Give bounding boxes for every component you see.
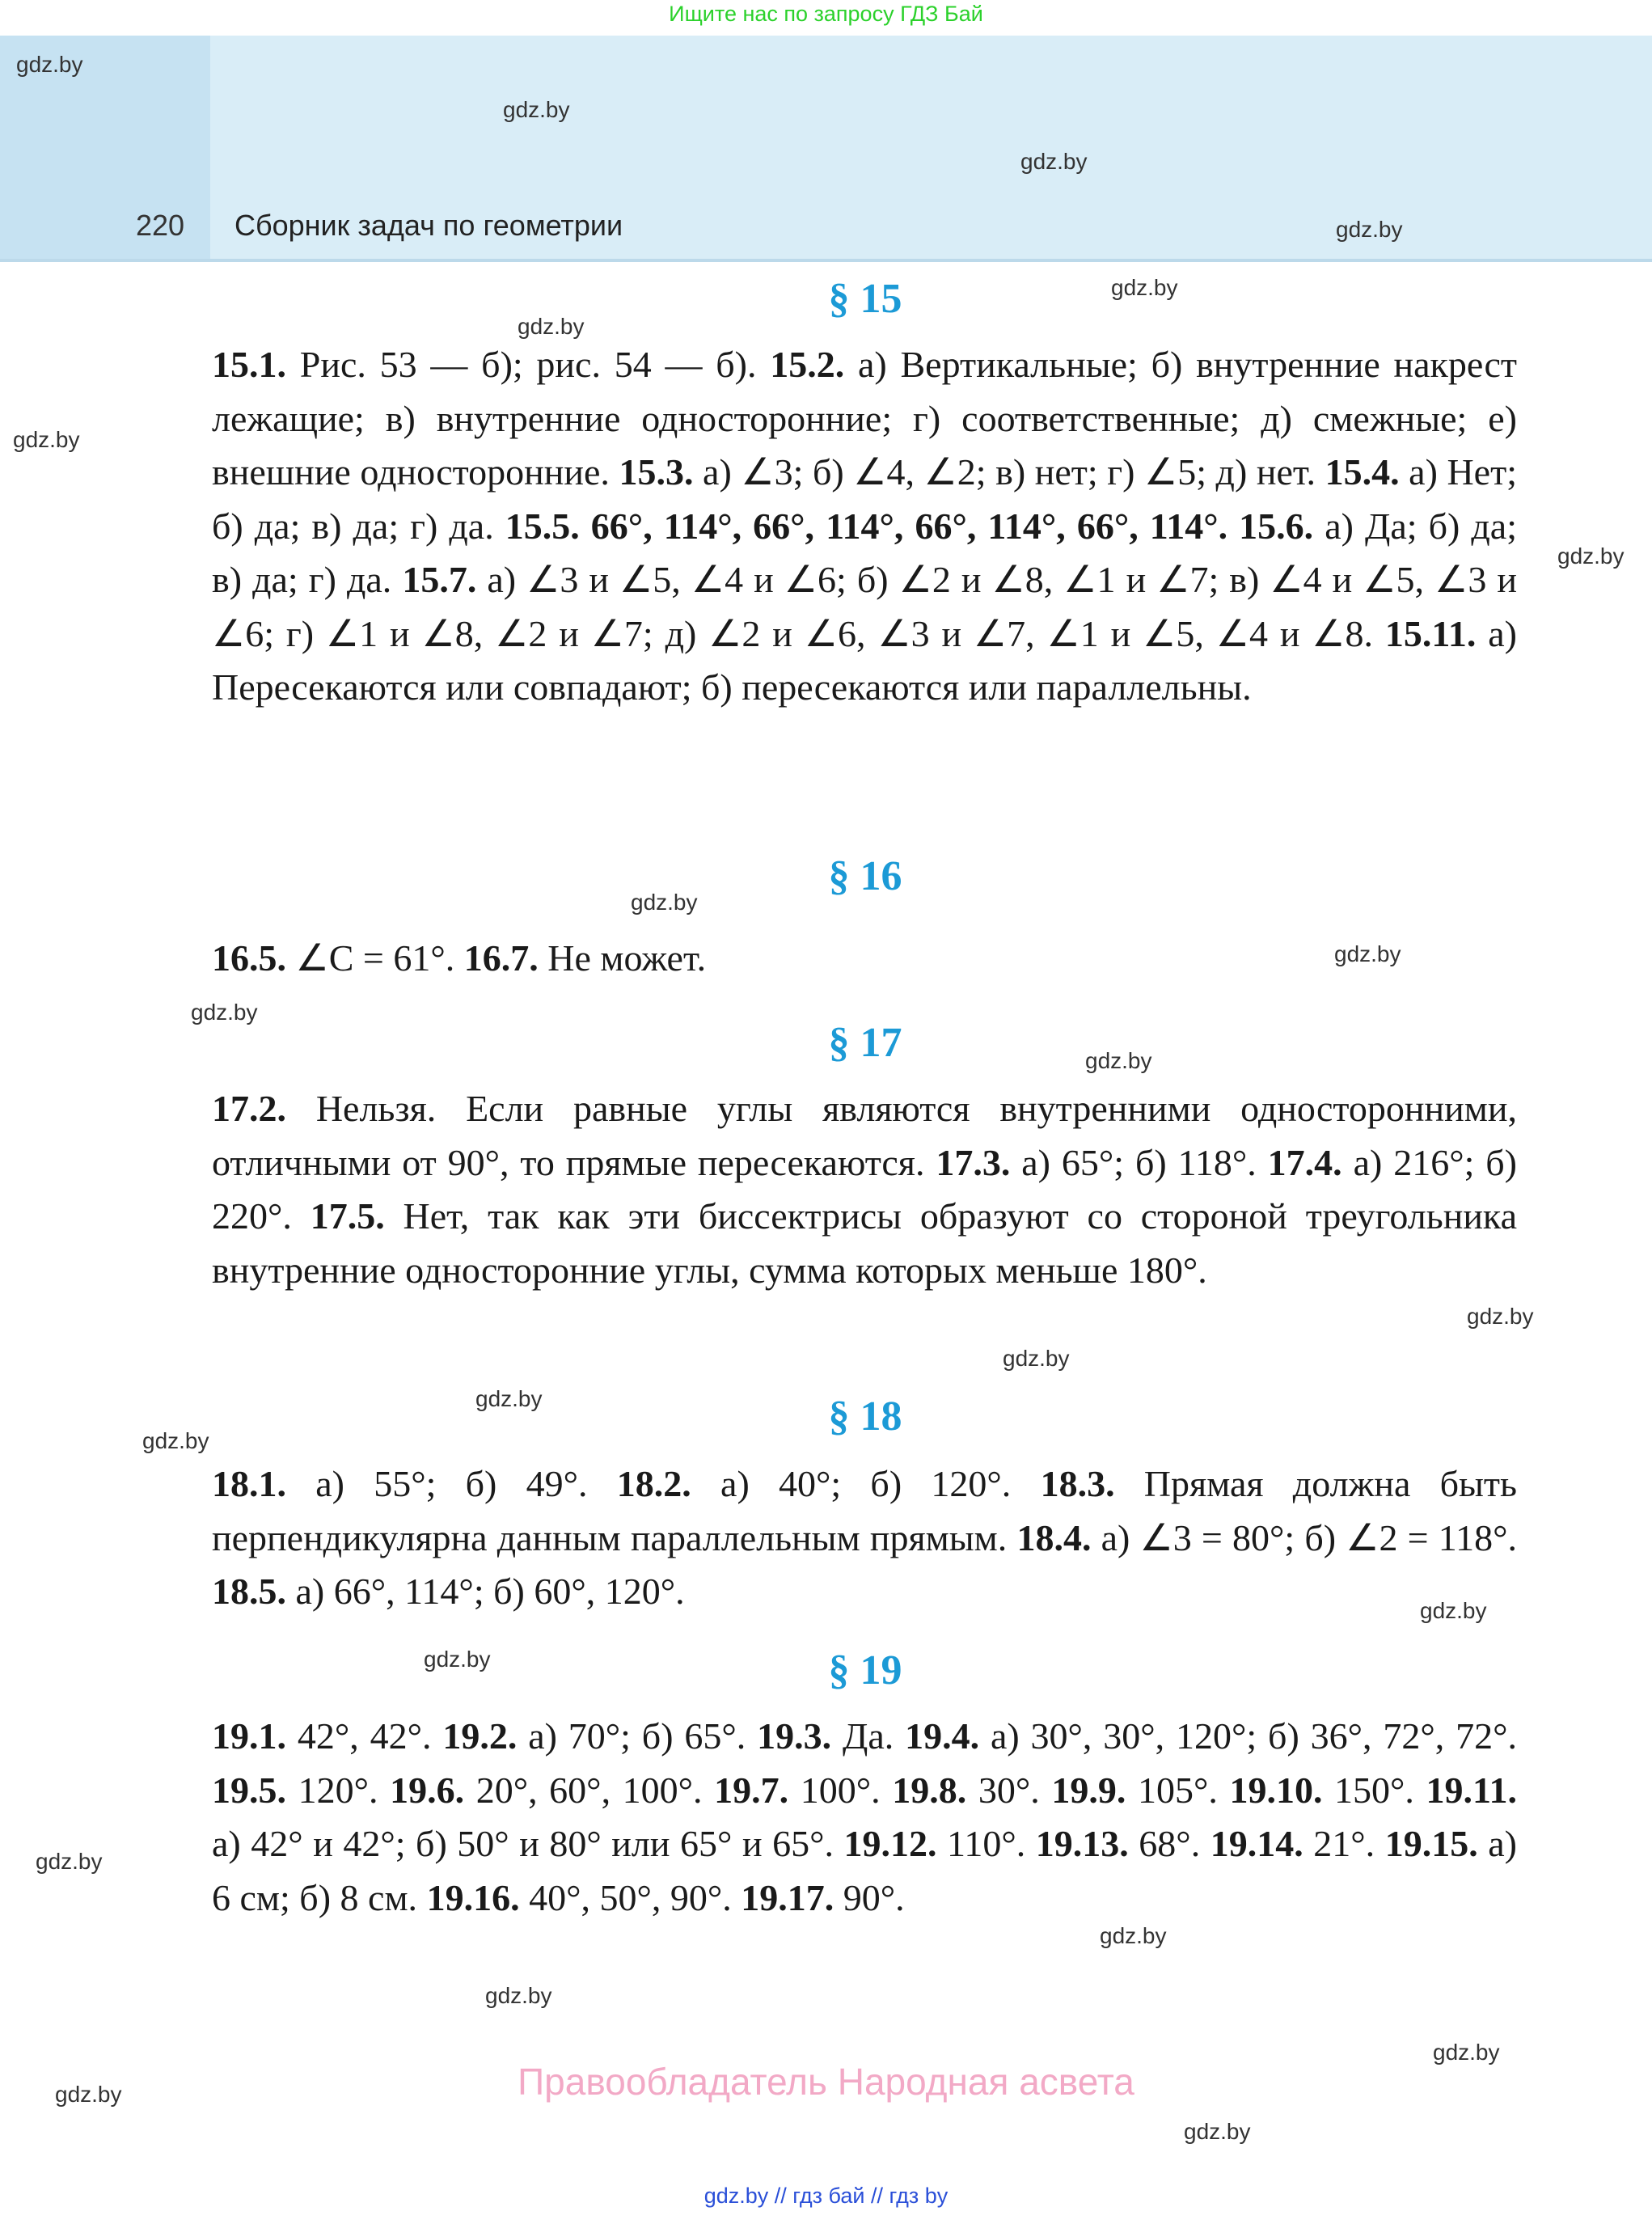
exercise-number: 15.7.: [402, 559, 477, 600]
running-title: Сборник задач по геометрии: [234, 209, 623, 242]
watermark: gdz.by: [55, 2082, 122, 2107]
exercise-number: 19.9.: [1051, 1769, 1126, 1811]
section-heading: § 17: [828, 1020, 902, 1066]
section-heading: § 19: [828, 1647, 902, 1693]
answers-paragraph: 15.1. Рис. 53 — б); рис. 54 — б). 15.2. а) Вертикальные; б) внутренние накрест лежащие; в) внутренние односторонние; г) соответственные; д) смежные; е) внешние односторонние. 15.3. а) ∠3; б) ∠4, ∠2; в) нет; г) ∠5; д) нет. 15.4. а) Нет; б) да; в) да; г) да. 15.5. 66°, 114°, 66°, 114°, 66°, 114°, 66°, 114°. 15.6. а) Да; б) да; в) да; г) да. 15.7. а) ∠3 и ∠5, ∠4 и ∠6; б) ∠2 и ∠8, ∠1 и ∠7; в) ∠4 и ∠5, ∠3 и ∠6; г) ∠1 и ∠8, ∠2 и ∠7; д) ∠2 и ∠6, ∠3 и ∠7, ∠1 и ∠5, ∠4 и ∠8. 15.11. а) Пересекаются или совпадают; б) пересекаются или параллельны.: [212, 344, 1517, 708]
exercise-number: 18.2.: [616, 1463, 691, 1504]
exercise-number: 19.13.: [1035, 1823, 1129, 1864]
watermark: gdz.by: [1184, 2119, 1251, 2144]
exercise-number: 19.2.: [442, 1715, 518, 1757]
copyright-owner: Правообладатель Народная асвета: [518, 2061, 1134, 2103]
exercise-number: 19.4.: [905, 1715, 980, 1757]
top-search-note: Ищите нас по запросу ГДЗ Бай: [669, 2, 983, 26]
exercise-number: 19.10.: [1229, 1769, 1323, 1811]
exercise-number: 18.1.: [212, 1463, 286, 1504]
watermark: gdz.by: [142, 1428, 209, 1453]
watermark: gdz.by: [1111, 275, 1178, 300]
exercise-number: 19.1.: [212, 1715, 286, 1757]
answers-paragraph: 16.5. ∠C = 61°. 16.7. Не может.: [212, 937, 707, 979]
watermark: gdz.by: [1020, 149, 1088, 174]
watermark: gdz.by: [485, 1983, 552, 2008]
exercise-number: 19.12.: [843, 1823, 937, 1864]
watermark: gdz.by: [1336, 217, 1403, 242]
exercise-number: 19.3.: [757, 1715, 832, 1757]
watermark: gdz.by: [36, 1849, 103, 1874]
exercise-number: 15.3.: [619, 451, 694, 493]
exercise-number: 15.4.: [1325, 451, 1400, 493]
exercise-number: 19.17.: [741, 1876, 834, 1918]
exercise-number: 18.3.: [1040, 1463, 1115, 1504]
exercise-number: 15.1.: [212, 344, 286, 385]
exercise-number: 19.6.: [390, 1769, 465, 1811]
exercise-number: 19.14.: [1210, 1823, 1303, 1864]
watermark: gdz.by: [1100, 1923, 1167, 1948]
answers-paragraph: 19.1. 42°, 42°. 19.2. а) 70°; б) 65°. 19.3. Да. 19.4. а) 30°, 30°, 120°; б) 36°, 72°, 72°. 19.5. 120°. 19.6. 20°, 60°, 100°. 19.7. 100°. 19.8. 30°. 19.9. 105°. 19.10. 150°. 19.11. а) 42° и 42°; б) 50° и 80° или 65° и 65°. 19.12. 110°. 19.13. 68°. 19.14. 21°. 19.15. а) 6 см; б) 8 см. 19.16. 40°, 50°, 90°. 19.17. 90°.: [212, 1715, 1517, 1918]
watermark: gdz.by: [1334, 941, 1401, 966]
exercise-number: 17.5.: [310, 1195, 385, 1237]
exercise-number: 19.7.: [714, 1769, 789, 1811]
watermark: gdz.by: [475, 1386, 543, 1411]
watermark: gdz.by: [1467, 1304, 1534, 1329]
exercise-number: 19.11.: [1426, 1769, 1517, 1811]
exercise-number: 18.4.: [1016, 1516, 1092, 1558]
exercise-number: 19.16.: [426, 1876, 520, 1918]
watermark: gdz.by: [1420, 1598, 1487, 1623]
watermark: gdz.by: [1433, 2040, 1500, 2065]
watermark: gdz.by: [1557, 543, 1625, 569]
exercise-number: 16.7.: [463, 937, 539, 979]
watermark: gdz.by: [16, 52, 83, 77]
exercise-number: 19.15.: [1384, 1823, 1478, 1864]
watermark: gdz.by: [631, 890, 698, 915]
page-number: 220: [136, 209, 185, 242]
answers-paragraph: 17.2. Нельзя. Если равные углы являются внутренними односторонними, отличными от 90°, то прямые пересекаются. 17.3. а) 65°; б) 118°. 17.4. а) 216°; б) 220°. 17.5. Нет, так как эти биссектрисы образуют со стороной треугольника внутренние односторонние углы, сумма которых меньше 180°.: [212, 1088, 1518, 1291]
exercise-number: 17.2.: [212, 1088, 286, 1129]
watermark: gdz.by: [191, 1000, 258, 1025]
exercise-number: 15.2.: [770, 344, 845, 385]
exercise-number: 19.8.: [892, 1769, 967, 1811]
section-heading: § 18: [828, 1393, 902, 1440]
exercise-number: 18.5.: [212, 1571, 286, 1612]
exercise-number: 16.5.: [212, 937, 286, 979]
exercise-number: 17.4.: [1267, 1141, 1342, 1183]
watermark: gdz.by: [13, 427, 80, 452]
section-heading: § 15: [828, 276, 902, 322]
watermark: gdz.by: [424, 1647, 491, 1672]
watermark: gdz.by: [1003, 1346, 1070, 1371]
exercise-number: 19.5.: [212, 1769, 286, 1811]
section-heading: § 16: [828, 853, 902, 899]
exercise-number: 15.5. 66°, 114°, 66°, 114°, 66°, 114°, 66°, 114°. 15.6.: [505, 505, 1314, 547]
watermark: gdz.by: [518, 314, 585, 339]
exercise-number: 17.3.: [936, 1141, 1011, 1183]
exercise-number: 15.11.: [1384, 612, 1477, 654]
watermark: gdz.by: [1085, 1048, 1152, 1073]
answers-paragraph: 18.1. а) 55°; б) 49°. 18.2. а) 40°; б) 120°. 18.3. Прямая должна быть перпендикулярна данным параллельным прямым. 18.4. а) ∠3 = 80°; б) ∠2 = 118°. 18.5. а) 66°, 114°; б) 60°, 120°.: [212, 1463, 1518, 1612]
footer-links[interactable]: gdz.by // гдз бай // гдз by: [703, 2184, 949, 2208]
watermark: gdz.by: [503, 97, 570, 122]
